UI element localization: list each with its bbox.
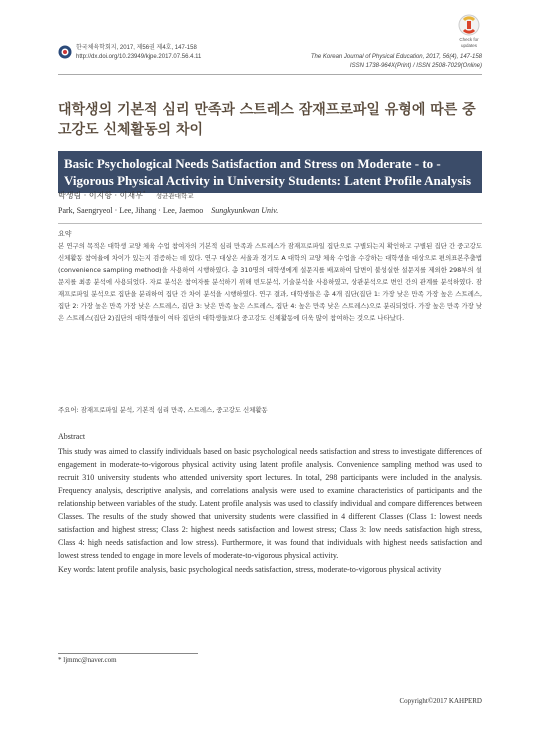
check-for-updates-badge[interactable]: Check for updates <box>452 14 486 54</box>
authors-english: Park, Saengryeol · Lee, Jihang · Lee, Jaemoo Sungkyunkwan Univ. <box>58 206 279 215</box>
footnote-email: * ljmmc@naver.com <box>58 656 117 664</box>
title-english: Basic Psychological Needs Satisfaction and Stress on Moderate - to - Vigorous Physical Activity in University Students: Latent Profile Analysis <box>58 151 482 193</box>
authors-korean: 박생림 · 이지항 · 이재무* 성균관대학교 <box>58 190 194 200</box>
title-korean: 대학생의 기본적 심리 만족과 스트레스 잠재프로파일 유형에 따른 중고강도 신체활동의 차이 <box>58 102 476 138</box>
copyright-notice: Copyright©2017 KAHPERD <box>399 697 482 705</box>
keywords-korean: 주요어: 잠재프로파일 분석, 기본적 심리 만족, 스트레스, 중고강도 신체활동 <box>58 406 268 414</box>
keywords-english: Key words: latent profile analysis, basic psychological needs satisfaction, stress, moderate-to-vigorous physical activity <box>58 565 442 574</box>
header-citation-korean: 한국체육학회지, 2017, 제56권 제4호, 147-158 http://dx.doi.org/10.23949/kjpe.2017.07.56.4.11 <box>76 45 202 60</box>
header-citation-english: The Korean Journal of Physical Education, 2017, 56(4), 147-158 ISSN 1738-964X(Print) / ISSN 2508-7029(Online) <box>310 54 482 69</box>
abstract-korean-label: 요약 <box>58 230 72 238</box>
abstract-english-text: This study was aimed to classify individuals based on basic psychological needs satisfaction and stress to investigate differences of engagement in moderate-to-vigorous physical activity using latent profile analysis. Convenience sampling method was used to recruit 310 university students who attended university sport lectures. In total, 298 participants were included in the analysis. Frequency analysis, descriptive analysis, and correlations analysis were used to examine characteristics of participants and the relationship between variables of the study. Latent profile analysis was used to classify individual and compare differences between Classes. The results of the study showed that university students were classified in 4 different Classes (Class 1: lowest needs satisfaction and highest stress; Class 2: highest needs satisfaction and lowest stress; Class 3: low needs satisfaction high stress, Class 4: high needs satisfaction and low stress). Furthermore, it was found that individuals with highest needs satisfaction and lowest stress tended to engage in more levels of moderate-to-vigorous physical activity. <box>58 447 482 560</box>
check-for-updates-icon <box>458 14 480 36</box>
header-rule <box>58 74 482 75</box>
journal-logo-icon <box>58 44 72 58</box>
abstract-english-label: Abstract <box>58 432 86 441</box>
abstract-korean-text: 본 연구의 목적은 대학생 교양 체육 수업 참여자의 기본적 심리 만족과 스트레스가 잠재프로파일 집단으로 구별되는지 확인하고 구별된 집단 간 중고강도 신체활동 참여율에 차이가 있는지 검증하는 데 있다. 연구 대상은 서울과 경기도 A 대학의 교양 체육 수업을 수강하는 대학생을 대상으로 편의표본추출법(convenience sampling method)을 사용하여 시행하였다. 총 310명의 대학생에게 설문지를 배포하여 답변이 불성실한 설문지를 제외한 298부의 설문지를 최종 분석에 사용되었다. 자료 분석은 참여자를 분석하기 위해 빈도분석, 기술분석을 사용하였고, 상관분석으로 변인 간의 관계를 분석하였다. 잠재프로파일 분석으로 집단을 분리하여 집단 간 차이 분석을 시행하였다. 연구 결과, 대학생들은 총 4개 집단(집단 1: 가장 낮은 만족 가장 높은 스트레스, 집단 2: 가장 높은 만족 가장 낮은 스트레스, 집단 3: 낮은 만족 높은 스트레스, 집단 4: 높은 만족 낮은 스트레스)으로 분리되었다. 가장 높은 만족 가장 낮은 스트레스(집단 2)집단의 대학생들이 여타 집단의 대학생들보다 중고강도 신체활동에 더욱 많이 참여하는 것으로 나타났다. <box>58 242 482 322</box>
footnote-rule <box>58 653 198 654</box>
authors-rule <box>58 223 482 224</box>
